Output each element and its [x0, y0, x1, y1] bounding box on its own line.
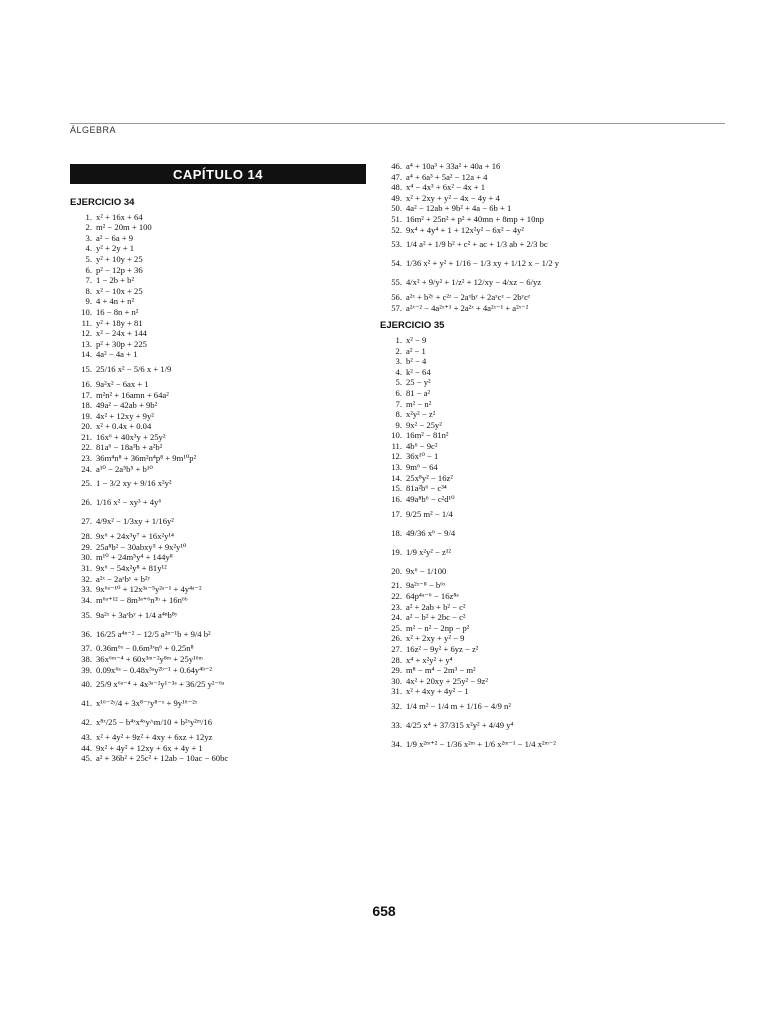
- chapter-title-bar: CAPÍTULO 14: [70, 164, 366, 184]
- answer-expression: 49a⁸b⁶ − c²d¹⁰: [406, 493, 455, 504]
- answer-item: [380, 735, 720, 754]
- answer-expression: 9x⁶ᵃ⁻¹⁰ + 12x³ᵃ⁻⁵y²ᵃ⁻¹ + 4y⁴ᵃ⁻²: [96, 584, 202, 595]
- answer-item: [380, 676, 720, 687]
- answer-expression: m² − 20m + 100: [96, 222, 152, 233]
- answer-expression: b² − 4: [406, 356, 427, 367]
- answer-number: 23.: [81, 453, 92, 464]
- answer-number: 57.: [391, 302, 402, 313]
- answer-item: [70, 493, 370, 512]
- answer-expression: 16 − 8n + n²: [96, 306, 139, 317]
- answer-number: 34.: [81, 594, 92, 605]
- answer-expression: a⁴ + 6a³ + 5a² − 12a + 4: [406, 171, 488, 182]
- answer-item: [70, 328, 370, 339]
- answer-number: 12.: [391, 451, 402, 462]
- answer-item: [70, 379, 370, 390]
- answer-expression: 4 + 4n + n²: [96, 296, 135, 307]
- answer-item: [70, 254, 370, 265]
- answer-expression: 49/36 x⁶ − 9/4: [406, 527, 456, 538]
- answer-item: [70, 339, 370, 350]
- answer-expression: a¹⁰ − 2a⁵b⁵ + b¹⁰: [96, 463, 153, 474]
- answer-expression: a²ˣ − 2aˣbʸ + b²ʸ: [96, 573, 151, 584]
- answer-number: 24.: [81, 463, 92, 474]
- answer-expression: 16/25 a⁴ⁿ⁻² − 12/5 a²ⁿ⁻¹b + 9/4 b²: [96, 628, 211, 639]
- answer-item: [70, 512, 370, 531]
- answer-number: 20.: [81, 421, 92, 432]
- answer-expression: 9x² + 4y² + 12xy + 6x + 4y + 1: [96, 742, 203, 753]
- answer-number: 11.: [391, 440, 402, 451]
- answer-number: 47.: [391, 171, 402, 182]
- answer-expression: a² − b² + 2bc − c²: [406, 612, 466, 623]
- answer-item: [380, 399, 720, 410]
- answer-item: [380, 303, 720, 314]
- answer-expression: 4x² + 12xy + 9y²: [96, 410, 154, 421]
- answer-number: 34.: [391, 739, 402, 750]
- answer-number: 7.: [85, 275, 92, 286]
- answer-item: [70, 552, 370, 563]
- answer-expression: 81 − a²: [406, 387, 431, 398]
- answer-expression: x² + 2xy + y² − 4x − 4y + 4: [406, 192, 500, 203]
- answer-item: [380, 716, 720, 735]
- answer-number: 4.: [85, 243, 92, 254]
- answer-expression: x⁴ + x²y² + y⁴: [406, 654, 453, 665]
- answer-item: [380, 225, 720, 236]
- answer-item: [70, 318, 370, 329]
- answer-item: [70, 349, 370, 360]
- answer-item: [70, 411, 370, 422]
- answer-item: [380, 346, 720, 357]
- answer-number: 16.: [81, 378, 92, 389]
- answer-number: 35.: [81, 609, 92, 620]
- answer-item: [70, 595, 370, 606]
- answer-item: [70, 390, 370, 401]
- answer-item: [70, 584, 370, 595]
- answer-item: [380, 203, 720, 214]
- answer-item: [380, 644, 720, 655]
- answer-item: [380, 561, 720, 580]
- answer-expression: 25/16 x² − 5/6 x + 1/9: [96, 364, 172, 375]
- answer-item: [70, 464, 370, 475]
- answer-expression: 4a² − 12ab + 9b² + 4a − 6b + 1: [406, 203, 512, 214]
- answer-number: 23.: [391, 601, 402, 612]
- answer-expression: 16x⁶ + 40x³y + 25y²: [96, 431, 166, 442]
- answer-item: [70, 243, 370, 254]
- answer-expression: 9x⁴ + 4y⁴ + 1 + 12x²y² − 6x² − 4y²: [406, 224, 524, 235]
- answer-item: [380, 665, 720, 676]
- answer-number: 26.: [81, 497, 92, 508]
- answer-expression: y² + 18y + 81: [96, 317, 143, 328]
- answer-expression: 1 − 3/2 xy + 9/16 x²y²: [96, 478, 172, 489]
- answer-item: [380, 172, 720, 183]
- answer-expression: a² − 1: [406, 345, 426, 356]
- answer-item: [380, 161, 720, 172]
- answer-expression: 9a²ˣ + 3aˣbʸ + 1/4 a⁴ⁿb⁸ʸ: [96, 609, 178, 620]
- answer-item: [70, 654, 370, 665]
- answer-item: [70, 643, 370, 654]
- answer-item: [380, 420, 720, 431]
- answer-number: 32.: [81, 573, 92, 584]
- answer-expression: 1 − 2b + b²: [96, 275, 135, 286]
- exercise-35-list: [380, 335, 720, 754]
- answer-item: [380, 483, 720, 494]
- answer-expression: a² + 36b² + 25c² + 12ab − 10ac − 60bc: [96, 753, 229, 764]
- answer-number: 21.: [81, 431, 92, 442]
- answer-number: 22.: [81, 442, 92, 453]
- answer-number: 15.: [81, 364, 92, 375]
- answer-number: 56.: [391, 292, 402, 303]
- answer-number: 11.: [81, 317, 92, 328]
- answer-item: [380, 409, 720, 420]
- answer-number: 25.: [81, 478, 92, 489]
- answer-number: 21.: [391, 580, 402, 591]
- answer-expression: x²y² − z²: [406, 409, 436, 420]
- answer-number: 54.: [391, 258, 402, 269]
- answer-item: [380, 356, 720, 367]
- answer-item: [380, 612, 720, 623]
- answer-item: [70, 665, 370, 676]
- answer-item: [70, 574, 370, 585]
- answer-expression: 9m⁶ − 64: [406, 462, 438, 473]
- answer-item: [380, 494, 720, 505]
- answer-item: [70, 275, 370, 286]
- answer-number: 9.: [85, 296, 92, 307]
- answer-number: 15.: [391, 483, 402, 494]
- answer-number: 31.: [81, 563, 92, 574]
- answer-expression: 25x⁸y² − 16z²: [406, 472, 453, 483]
- answer-number: 28.: [81, 531, 92, 542]
- answer-expression: 4b⁶ − 9c²: [406, 440, 438, 451]
- answer-item: [70, 453, 370, 464]
- answer-expression: 9x⁶ − 1/100: [406, 565, 447, 576]
- answer-number: 1.: [85, 211, 92, 222]
- answer-expression: 4/9x² − 1/3xy + 1/16y²: [96, 516, 174, 527]
- answer-expression: m² − n² − 2np − p²: [406, 622, 470, 633]
- answer-item: [380, 214, 720, 225]
- answer-number: 36.: [81, 628, 92, 639]
- answer-item: [70, 624, 370, 643]
- answer-number: 44.: [81, 742, 92, 753]
- answer-item: [70, 265, 370, 276]
- answer-item: [380, 504, 720, 523]
- answer-expression: x² − 10x + 25: [96, 285, 143, 296]
- answer-number: 2.: [85, 222, 92, 233]
- answer-expression: 0.09x⁶ᵃ − 0.48x³ᵃy²ᵇ⁻¹ + 0.64y⁴ᵇ⁻²: [96, 664, 212, 675]
- answer-item: [70, 732, 370, 743]
- answer-item: [380, 441, 720, 452]
- answer-expression: x² + 2xy + y² − 9: [406, 633, 465, 644]
- answer-item: [70, 400, 370, 411]
- answer-item: [380, 254, 720, 273]
- answer-number: 18.: [81, 400, 92, 411]
- answer-expression: y² + 10y + 25: [96, 253, 143, 264]
- answer-item: [380, 697, 720, 716]
- answer-number: 31.: [391, 686, 402, 697]
- answer-item: [380, 273, 720, 292]
- answer-expression: 0.36m⁶ˣ − 0.6m³ˣn⁶ + 0.25n⁸: [96, 643, 194, 654]
- answer-item: [380, 377, 720, 388]
- answer-number: 48.: [391, 182, 402, 193]
- answer-number: 2.: [395, 345, 402, 356]
- running-header: ÁLGEBRA: [70, 125, 117, 135]
- answer-expression: 64p⁴ᵃ⁻⁶ − 16z⁸ᵃ: [406, 591, 459, 602]
- answer-number: 52.: [391, 224, 402, 235]
- answer-item: [70, 531, 370, 542]
- answer-expression: 1/9 x²ᵐ⁺² − 1/36 x²ᵐ + 1/6 x²ᵐ⁻¹ − 1/4 x²ᵐ⁻²: [406, 739, 556, 750]
- answer-expression: 16m² + 25n² + p² + 40mn + 8mp + 10np: [406, 213, 544, 224]
- answer-expression: 9x² − 25y²: [406, 419, 442, 430]
- answer-item: [380, 292, 720, 303]
- answer-number: 37.: [81, 643, 92, 654]
- answer-number: 29.: [81, 541, 92, 552]
- exercise-34-continued-list: [380, 161, 720, 313]
- answer-expression: x¹⁶⁻²ʸ/4 + 3x⁸⁻ʸy⁸⁻ˣ + 9y¹⁶⁻²ˣ: [96, 698, 198, 709]
- answer-expression: 81a⁶ − 18a³b + a²b²: [96, 442, 163, 453]
- answer-item: [70, 233, 370, 244]
- answer-expression: x² − 24x + 144: [96, 328, 147, 339]
- answer-expression: k² − 64: [406, 366, 431, 377]
- answer-item: [70, 474, 370, 493]
- answer-number: 6.: [395, 387, 402, 398]
- answer-number: 51.: [391, 213, 402, 224]
- answer-item: [70, 360, 370, 379]
- answer-item: [70, 753, 370, 764]
- page-number: 658: [372, 903, 396, 919]
- answer-number: 20.: [391, 565, 402, 576]
- answer-item: [380, 430, 720, 441]
- answer-number: 53.: [391, 239, 402, 250]
- answer-expression: m¹⁰ + 24m⁵y⁴ + 144y⁸: [96, 552, 173, 563]
- answer-number: 40.: [81, 679, 92, 690]
- answer-number: 46.: [391, 161, 402, 171]
- answer-number: 1.: [395, 334, 402, 345]
- answer-number: 28.: [391, 654, 402, 665]
- answer-number: 39.: [81, 664, 92, 675]
- answer-number: 3.: [85, 232, 92, 243]
- answer-item: [70, 743, 370, 754]
- answer-expression: x⁸ˣ/25 − b⁴ˣx⁴ˣy^m/10 + b²ˣy²ᵐ/16: [96, 717, 213, 728]
- answer-number: 10.: [391, 430, 402, 441]
- answer-number: 43.: [81, 732, 92, 743]
- answer-item: [70, 442, 370, 453]
- answer-number: 14.: [391, 472, 402, 483]
- answer-item: [70, 286, 370, 297]
- answer-expression: 9x⁶ − 54x²y⁸ + 81y¹²: [96, 563, 167, 574]
- answer-expression: a²ˣ + b²ʸ + c²ᶻ − 2aˣbʸ + 2aˣcᶻ − 2bʸcᶻ: [406, 292, 531, 303]
- answer-expression: 4x² + 20xy + 25y² − 9z²: [406, 675, 488, 686]
- answer-item: [380, 686, 720, 697]
- answer-number: 13.: [391, 462, 402, 473]
- answer-number: 5.: [85, 253, 92, 264]
- answer-number: 26.: [391, 633, 402, 644]
- exercise-35-title: EJERCICIO 35: [380, 320, 445, 332]
- left-column: [70, 198, 370, 764]
- answer-expression: 9a²x² − 6ax + 1: [96, 378, 149, 389]
- answer-item: [70, 432, 370, 443]
- answer-expression: 4/25 x⁴ + 37/315 x²y² + 4/49 y⁴: [406, 720, 514, 731]
- answer-item: [380, 235, 720, 254]
- answer-item: [380, 182, 720, 193]
- answer-item: [70, 421, 370, 432]
- answer-number: 19.: [81, 410, 92, 421]
- answer-number: 32.: [391, 701, 402, 712]
- answer-expression: m²n² + 16amn + 64a²: [96, 389, 169, 400]
- answer-item: [380, 451, 720, 462]
- answer-expression: x² + 4y² + 9z² + 4xy + 6xz + 12yz: [96, 732, 213, 743]
- answer-item: [380, 388, 720, 399]
- answer-expression: 9x⁶ + 24x³y⁷ + 16x²y¹⁴: [96, 531, 174, 542]
- answer-number: 18.: [391, 527, 402, 538]
- answer-number: 55.: [391, 277, 402, 288]
- answer-item: [380, 523, 720, 542]
- right-column: [380, 161, 720, 754]
- answer-expression: 81a²b⁶ − c³⁴: [406, 483, 447, 494]
- answer-expression: p² + 30p + 225: [96, 338, 147, 349]
- answer-item: [380, 473, 720, 484]
- header-rule: [70, 123, 725, 124]
- answer-number: 38.: [81, 654, 92, 664]
- answer-expression: m⁶ᵃ⁺¹² − 8m³ᵃ⁺⁶n³ᵇ + 16n⁶ᵇ: [96, 594, 188, 605]
- answer-item: [380, 367, 720, 378]
- answer-expression: 4/x² + 9/y² + 1/z² + 12/xy − 4/xz − 6/yz: [406, 277, 542, 288]
- answer-number: 8.: [85, 285, 92, 296]
- answer-item: [380, 462, 720, 473]
- answer-expression: 9a²ˣ⁻⁸ − b⁶ˣ: [406, 580, 446, 591]
- exercise-34-title: EJERCICIO 34: [70, 197, 135, 208]
- answer-expression: 16z² − 9y² + 6yz − z²: [406, 644, 479, 654]
- answer-expression: a²ˣ⁻² − 4a²ˣ⁺¹ + 2a²ˣ + 4a²ˣ⁻¹ + a²ˣ⁻²: [406, 302, 529, 313]
- answer-number: 27.: [391, 644, 402, 654]
- answer-expression: x⁴ − 4x³ + 6x² − 4x + 1: [406, 182, 486, 193]
- answer-expression: 25/9 x⁶ᵃ⁻⁴ + 4x³ᵃ⁻²y¹⁻³ᵃ + 36/25 y²⁻⁶ᵃ: [96, 679, 225, 690]
- answer-expression: x² + 0.4x + 0.04: [96, 421, 152, 432]
- answer-item: [380, 633, 720, 644]
- answer-expression: 1/36 x² + y² + 1/16 − 1/3 xy + 1/12 x − 1/2 y: [406, 258, 560, 269]
- answer-number: 33.: [81, 584, 92, 595]
- answer-expression: 36m⁴n⁸ + 36m²n⁴p⁸ + 9m¹⁰p²: [96, 453, 197, 464]
- answer-item: [70, 694, 370, 713]
- answer-expression: 16m² − 81n²: [406, 430, 449, 441]
- answer-number: 42.: [81, 717, 92, 728]
- answer-expression: 49a² − 42ab + 9b²: [96, 400, 158, 411]
- answer-item: [380, 602, 720, 613]
- answer-expression: a² − 6a + 9: [96, 232, 134, 243]
- answer-item: [70, 563, 370, 574]
- answer-number: 13.: [81, 338, 92, 349]
- answer-expression: x² + 4xy + 4y² − 1: [406, 686, 469, 697]
- answer-number: 45.: [81, 753, 92, 764]
- answer-number: 49.: [391, 192, 402, 203]
- answer-item: [380, 542, 720, 561]
- answer-expression: p² − 12p + 36: [96, 264, 143, 275]
- answer-number: 30.: [391, 675, 402, 686]
- answer-expression: 4a² − 4a + 1: [96, 349, 138, 360]
- answer-expression: 36x¹⁰ − 1: [406, 451, 439, 462]
- answer-item: [380, 335, 720, 346]
- answer-expression: 1/4 a² + 1/9 b² + c² + ac + 1/3 ab + 2/3 bc: [406, 239, 548, 250]
- answer-item: [70, 222, 370, 233]
- answer-number: 6.: [85, 264, 92, 275]
- answer-number: 4.: [395, 366, 402, 377]
- answer-number: 3.: [395, 356, 402, 367]
- answer-number: 50.: [391, 203, 402, 214]
- answer-number: 22.: [391, 591, 402, 602]
- answer-expression: 9/25 m² − 1/4: [406, 508, 453, 519]
- answer-number: 12.: [81, 328, 92, 339]
- answer-expression: m² − n²: [406, 398, 432, 409]
- answer-expression: 1/4 m² − 1/4 m + 1/16 − 4/9 n²: [406, 701, 511, 712]
- answer-item: [70, 675, 370, 694]
- answer-item: [70, 542, 370, 553]
- answer-expression: y² + 2y + 1: [96, 243, 135, 254]
- answer-item: [70, 296, 370, 307]
- answer-number: 29.: [391, 665, 402, 676]
- answer-expression: x² − 9: [406, 334, 427, 345]
- answer-expression: 36x⁶ᵐ⁻⁴ + 60x³ᵐ⁻²y⁸ᵐ + 25y¹⁶ᵐ: [96, 654, 203, 664]
- answer-item: [70, 605, 370, 624]
- answer-number: 27.: [81, 516, 92, 527]
- answer-number: 8.: [395, 409, 402, 420]
- answer-item: [380, 591, 720, 602]
- answer-number: 17.: [391, 508, 402, 519]
- answer-number: 17.: [81, 389, 92, 400]
- answer-expression: 25 − y²: [406, 377, 431, 388]
- answer-expression: a² + 2ab + b² − c²: [406, 601, 466, 612]
- answer-number: 24.: [391, 612, 402, 623]
- answer-expression: 1/9 x²y² − z¹²: [406, 546, 451, 557]
- answer-number: 9.: [395, 419, 402, 430]
- answer-number: 33.: [391, 720, 402, 731]
- answer-expression: a⁴ + 10a³ + 33a² + 40a + 16: [406, 161, 501, 171]
- answer-item: [380, 580, 720, 591]
- answer-item: [380, 623, 720, 634]
- exercise-34-list: [70, 212, 370, 764]
- answer-expression: x² + 16x + 64: [96, 211, 143, 222]
- answer-number: 14.: [81, 349, 92, 360]
- answer-expression: 25a⁸b² − 30abxy⁵ + 9x²y¹⁰: [96, 541, 187, 552]
- answer-number: 16.: [391, 493, 402, 504]
- answer-number: 25.: [391, 622, 402, 633]
- answer-item: [70, 307, 370, 318]
- answer-number: 30.: [81, 552, 92, 563]
- answer-item: [70, 713, 370, 732]
- answer-expression: m⁸ − m⁴ − 2m³ − m²: [406, 665, 476, 676]
- answer-number: 10.: [81, 306, 92, 317]
- answer-number: 41.: [81, 698, 92, 709]
- answer-number: 5.: [395, 377, 402, 388]
- answer-expression: 1/16 x² − xy³ + 4y⁶: [96, 497, 162, 508]
- answer-number: 7.: [395, 398, 402, 409]
- answer-item: [380, 655, 720, 666]
- answer-item: [70, 212, 370, 223]
- answer-item: [380, 193, 720, 204]
- answer-number: 19.: [391, 546, 402, 557]
